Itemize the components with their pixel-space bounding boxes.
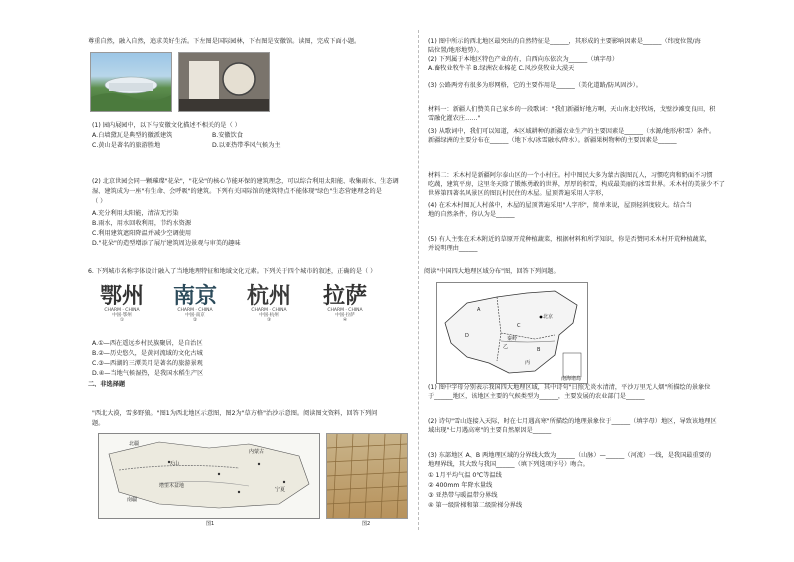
q2-option-a: A.充分利用太阳能，清洁无污染	[92, 210, 179, 217]
fig2-label: 图2	[362, 521, 371, 527]
left-column	[88, 0, 410, 562]
northwest-map	[98, 433, 320, 519]
m1-line-3: (3) 从歌词中，我们可以知道，本区域耕种的新疆农业生产的主要因素是______（水源/地形/积雪）条件。	[428, 128, 716, 135]
m2-line-7: 并说明理由______	[428, 245, 478, 252]
m2-line-1: 材料二：禾木村是新疆阿尔泰山区的一个小村庄。村中图民大多为蒙古族图瓦人，习惯吃肉和奶面不习惯	[428, 172, 713, 179]
map2-label-qinling: 秦岭	[507, 336, 518, 342]
logo-hangzhou-caption: CHARM · CHINA	[251, 308, 287, 313]
rq-line-1: (1) 图中字母分别表示我国四大地理区域，其中诗句"日照无炎水清清，平沙万里无人烟"所描绘的景象位	[428, 384, 711, 391]
m2-line-4: (4) 在禾木村图瓦人村落中，木屋的屋顶普遍采用"人字形"，简单来说，屋顶轻斜度较大。结合当	[428, 202, 692, 209]
m2-line-5: 地的自然条件，你认为是______	[428, 211, 515, 218]
map1-label-ningxia: 宁夏	[275, 487, 286, 493]
logo-hangzhou-sub: 中国·杭州	[259, 313, 279, 318]
logo-lasa-caption: CHARM · CHINA	[327, 308, 363, 313]
logo-ezhou-glyph: 鄂州	[99, 283, 144, 309]
para1-line-2: 题。	[92, 420, 105, 427]
logo-nanjing-num: ②	[192, 318, 198, 323]
logo-lasa-num: ④	[342, 318, 348, 323]
map1-label-nanjiang: 南疆	[127, 497, 138, 503]
q3-option-a: A.①—西在遥远乡村民族聚居，是自治区	[92, 340, 203, 347]
q1-option-b: B.安徽饮食	[212, 132, 243, 139]
q3-stem: 6. 下列城市名称字体设计融入了当地地理特征和地域文化元素。下列关于四个城市的叙述，正确的是（ ）	[88, 268, 377, 275]
anhui-pavilion-photo	[178, 52, 270, 112]
map1-label-beijiang: 北疆	[129, 441, 140, 447]
logo-ezhou-num: ①	[119, 318, 125, 323]
q1-option-a: A.白墙黛瓦是典型的徽派建筑	[92, 132, 173, 139]
q2-line-3: （ ）	[92, 198, 107, 205]
map1-label-neimenggu: 内蒙古	[249, 449, 265, 455]
map2-label-d: D	[465, 333, 469, 339]
m1-line-4: 新疆绿洲的主要分布在______（地下水/冰雪融水/降水）。新疆果树物种的主要因素是______	[428, 137, 677, 144]
pavilion-illustration	[91, 53, 171, 111]
logo-nanjing-sub: 中国·南京	[185, 313, 205, 318]
map2-label-a: A	[477, 307, 481, 313]
para1-line-1: "西北大漠，雪多野狼。"图1为西北地区示意图，图2为"草方格"治沙示意图。阅读图文资料，回答下列问	[92, 410, 378, 417]
section-title: 二、非选择题	[88, 381, 126, 388]
rq-option-3: ③ 亚热带与暖温带分界线	[428, 492, 498, 499]
map2-label-bing: 丙	[525, 360, 531, 366]
map2-label-beijing: 北京	[543, 314, 554, 320]
anhui-hall-illustration	[179, 53, 269, 111]
q1-stem: (1) 园内展园中，以下与安徽文化描述不相关的是（ ）	[92, 122, 241, 129]
q2-option-b: B.雨水，用水回收利用，节约水资源	[92, 220, 192, 227]
grass-grid-illustration	[327, 434, 407, 518]
m2-line-2: 吃蔬，建筑平房，这里冬天除了锻炼勇敢的世界，厚厚的积雪，构成最美丽的冰雪世界。禾木村的美景少不了	[428, 181, 725, 188]
q3-option-b: B.②—历史悠久，是黄河流域的文化古城	[92, 350, 203, 357]
logo-hangzhou	[234, 284, 304, 323]
q1-option-c: C.黄山是著名的旅游胜地	[92, 142, 161, 149]
logo-nanjing-glyph: 南京	[172, 283, 217, 309]
logo-ezhou	[92, 284, 152, 323]
map2-label-nanhai: 南海诸岛	[561, 376, 582, 382]
q2-option-d: D."花朵"的造型增添了展厅建筑周边景观与审美的趣味	[92, 240, 241, 247]
rt-line-1: (1) 图中所示的西北地区最突出的自然特征是______，其形成的主要影响因素是______（纬度位置/海	[428, 38, 701, 45]
rq-line-4: 域出现"七月遇高寒"的主要自然原因是______	[428, 427, 552, 434]
logo-lasa-glyph: 拉萨	[322, 283, 367, 309]
rq-line-6: 地理界线，其大致与我国______（填下列选项序号）吻合。	[428, 461, 589, 468]
rq-option-1: ① 1月平均气温 0℃等温线	[428, 472, 502, 479]
q2-line-1: (2) 北京世园会同一颗璀璨"花朵"，"花朵"的核心节能环保的建筑理念，可以综合利用太阳能、收集雨水、生态调	[92, 178, 399, 185]
m2-line-3: 世界第四著名风景区的图瓦村民住的木屋。屋顶普遍采用人字形，	[428, 190, 608, 197]
map1-label-tianshan: 天山	[169, 461, 180, 467]
column-divider	[418, 30, 419, 530]
q3-option-d: D.④—当地气候湿热，是我国水稻生产区	[92, 370, 204, 377]
q2-option-c: C.利用建筑遮阳降温并减少空调使用	[92, 230, 192, 237]
garden-photo	[90, 52, 172, 112]
rt-line-4: A.畜牧业牧牛羊 B.绿洲农业棉花 C.风沙莫牧业大漠天	[428, 65, 575, 72]
rq-option-4: ④ 第一级阶梯和第二级阶梯分界线	[428, 502, 523, 509]
logo-lasa	[310, 284, 380, 323]
m1-line-2: 雪融化灌农庄……"	[428, 115, 481, 122]
logo-nanjing-caption: CHARM · CHINA	[177, 308, 213, 313]
logo-ezhou-sub: 中国·鄂州	[112, 313, 132, 318]
map1-label-tarim: 塔里木盆地	[159, 483, 185, 489]
rt-line-3: (2) 下列属于本地区特色产业的有，自西向东依次为______（填字母）	[428, 56, 619, 63]
rt-line-2: 陆位置/地形地势）。	[428, 47, 483, 54]
map2-label-c: C	[517, 323, 521, 329]
rq-option-2: ② 400mm 年降水量线	[428, 482, 493, 489]
logo-hangzhou-num: ③	[266, 318, 272, 323]
m1-line-1: 材料一：新疆人们赞美自己家乡的一段歌词："我们新疆好地方啊，天山南北好牧场，戈壁沙滩变良田，积	[428, 106, 716, 113]
right-column	[424, 0, 758, 562]
rq-line-2: 于______地区，该地区主要的气候类型为______，主要发展的农业部门是______	[428, 393, 645, 400]
logo-ezhou-caption: CHARM · CHINA	[104, 308, 140, 313]
q2-line-2: 湿、建筑成为一座"有生命、会呼吸"的建筑。下列有关国际馆的建筑特点不能体现"绿色"生态营建理念的是	[92, 188, 382, 195]
logo-lasa-sub: 中国·拉萨	[335, 313, 355, 318]
map2-label-yi: 乙	[503, 344, 509, 350]
m2-line-6: (5) 有人主张在禾木附近的草原开荒种植蔬菜，根据材料和所学知识，你是否赞同禾木村开荒种植蔬菜，	[428, 236, 711, 243]
china-regions-map	[436, 282, 588, 384]
map2-label-b: B	[537, 347, 541, 353]
china-map-drawing	[437, 283, 587, 383]
rq-line-5: (3) 东部地区 A、B 两地理区域的分界线大致为______（山脉）—______（河流）一线，是我国最重要的	[428, 452, 712, 459]
logo-hangzhou-glyph: 杭州	[246, 283, 291, 309]
intro-line: 尊重自然，融入自然，追求美好生活。下左图是国际园林，下右图是安徽馆。读图，完成下面小题。	[88, 38, 361, 45]
q1-option-d: D.以亚热带季风气候为主	[212, 142, 281, 149]
rq-line-3: (2) 诗句"雪山连接入天际，时在七月遇高寒"所描绘的地理景象位于______（填字母）地区，导致该地理区	[428, 418, 717, 425]
fig1-label: 图1	[206, 521, 215, 527]
logo-nanjing	[160, 284, 230, 323]
grass-grid-photo	[326, 433, 408, 519]
q3-option-c: C.③—西湖的三潭美月是著名的旅游景观	[92, 360, 203, 367]
rt-line-5: (3) 公路两旁有很多为形网格，它的主要作用是______（美化道路/防风固沙）。	[428, 82, 642, 89]
section2-intro: 阅读"中国四大地理区域分布"图，回答下列问题。	[424, 268, 560, 275]
